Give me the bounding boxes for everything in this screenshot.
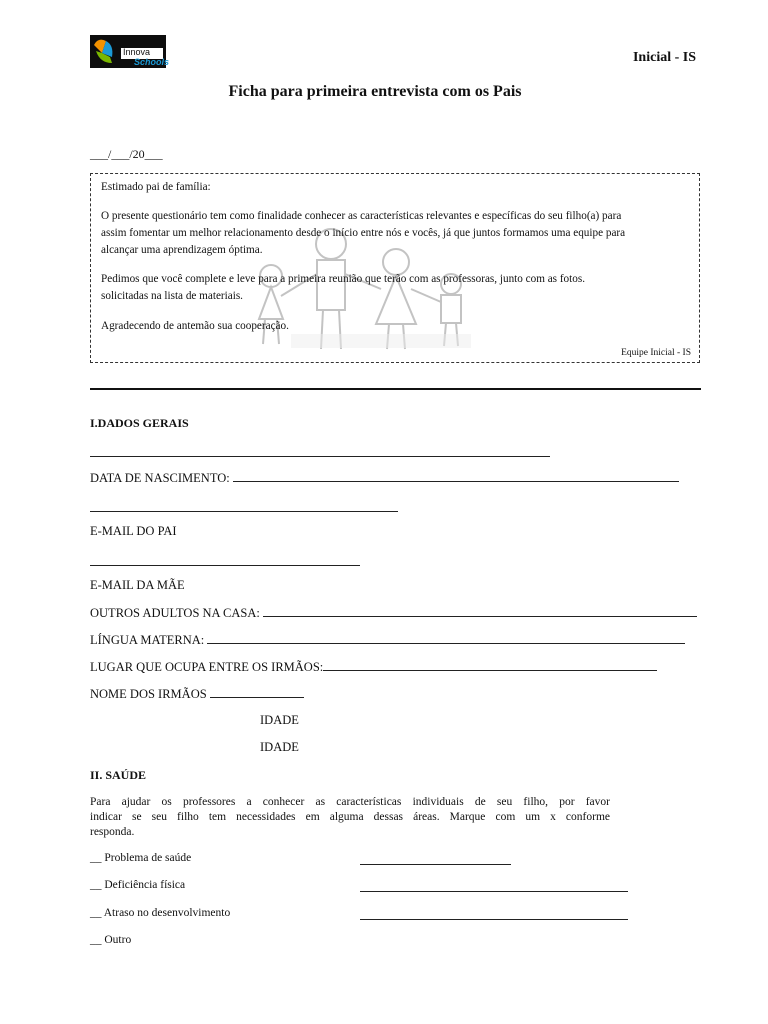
innova-schools-logo — [90, 35, 170, 68]
student-name-field[interactable] — [90, 456, 550, 457]
physical-disability-field[interactable] — [360, 891, 628, 892]
email-mother-label: E-MAIL DA MÃE — [90, 578, 185, 592]
letter-signature: Equipe Inicial - IS — [621, 348, 691, 358]
other-adults-label: OUTROS ADULTOS NA CASA: — [90, 606, 260, 620]
other-adults-row — [90, 605, 697, 621]
health-intro-line-3: responda. — [90, 826, 135, 838]
siblings-names-label: NOME DOS IRMÃOS — [90, 687, 207, 701]
section-title-dados-gerais: I.DADOS GERAIS — [90, 416, 189, 430]
logo-text-innova: Innova — [123, 47, 151, 57]
sibling-position-field[interactable] — [323, 659, 657, 671]
siblings-names-row — [90, 686, 304, 702]
mother-tongue-label: LÍNGUA MATERNA: — [90, 633, 205, 647]
letter-paragraph-2-line-1: Pedimos que você complete e leve para a primeira reunião que terão com as professoras, junto com as fotos. — [101, 273, 586, 285]
option-physical-disability[interactable]: __ Deficiência física — [90, 879, 186, 891]
dob-label: DATA DE NASCIMENTO: — [90, 471, 230, 485]
letter-box — [90, 173, 700, 363]
sibling-position-label: LUGAR QUE OCUPA ENTRE OS IRMÃOS: — [90, 660, 324, 674]
mother-tongue-field[interactable] — [207, 632, 685, 644]
letter-paragraph-2-line-2: solicitadas na lista de materiais. — [101, 290, 243, 302]
letter-paragraph-1-line-3: alcançar uma aprendizagem óptima. — [101, 244, 263, 256]
option-other[interactable]: __ Outro — [90, 934, 132, 946]
health-intro-line-2: indicar se seu filho tem necessidades em alguma dessas áreas. Marque com um x conforme — [90, 811, 610, 823]
dob-row — [90, 470, 679, 486]
developmental-delay-field[interactable] — [360, 919, 628, 920]
letter-paragraph-1-line-1: O presente questionário tem como finalidade conhecer as características relevantes e específicas do seu filho(a) para — [101, 210, 622, 222]
age-label-2: IDADE — [260, 740, 299, 754]
letter-paragraph-1-line-2: assim fomentar um melhor relacionamento desde o início entre nós e vocês, já que juntos formamos uma equipe para — [101, 227, 626, 239]
section-title-saude: II. SAÚDE — [90, 768, 147, 782]
sibling-position-row — [90, 659, 657, 675]
page-title: Ficha para primeira entrevista com os Pais — [228, 83, 522, 100]
mother-tongue-row — [90, 632, 685, 648]
other-adults-field[interactable] — [263, 605, 697, 617]
logo-mark-icon — [92, 37, 120, 66]
health-intro-line-1: Para ajudar os professores a conhecer as características individuais de seu filho, por favor — [90, 796, 610, 808]
logo-text-schools: Schools — [134, 57, 170, 67]
dob-field[interactable] — [233, 470, 679, 482]
siblings-names-field[interactable] — [210, 686, 304, 698]
letter-greeting: Estimado pai de família: — [101, 181, 211, 193]
letter-closing: Agradecendo de antemão sua cooperação. — [101, 320, 289, 332]
health-intro — [90, 795, 610, 840]
father-name-field[interactable] — [90, 511, 398, 512]
document-code: Inicial - IS — [632, 50, 696, 65]
health-problem-field[interactable] — [360, 864, 511, 865]
date-field: ___/___/20___ — [90, 147, 163, 161]
section-divider — [90, 388, 701, 390]
age-label-1: IDADE — [260, 713, 299, 727]
option-health-problem[interactable]: __ Problema de saúde — [90, 852, 192, 864]
email-father-label: E-MAIL DO PAI — [90, 524, 177, 538]
option-developmental-delay[interactable]: __ Atraso no desenvolvimento — [90, 907, 231, 919]
mother-name-field[interactable] — [90, 565, 360, 566]
